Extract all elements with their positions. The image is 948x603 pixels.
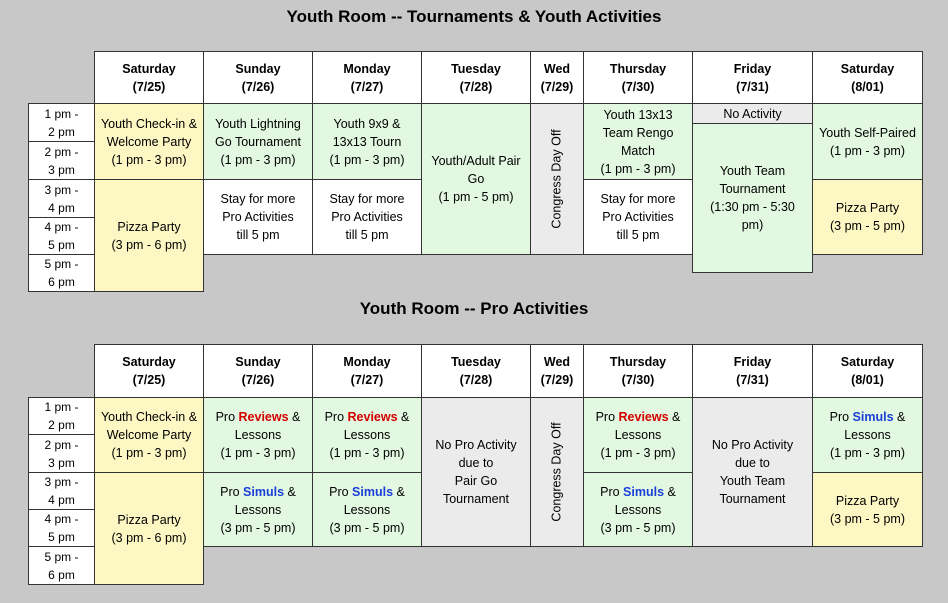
bottom-mon-simuls: Pro Simuls & Lessons (3 pm - 5 pm)	[312, 472, 422, 547]
top-time-5: 5 pm - 6 pm	[28, 254, 95, 292]
top-thu-stay: Stay for more Pro Activities till 5 pm	[583, 179, 693, 255]
top-mon-tourn: Youth 9x9 & 13x13 Tourn (1 pm - 3 pm)	[312, 103, 422, 180]
top-time-4: 4 pm - 5 pm	[28, 217, 95, 255]
top-header-tue: Tuesday (7/28)	[421, 51, 531, 104]
bottom-time-2: 2 pm - 3 pm	[28, 434, 95, 473]
bottom-title: Youth Room -- Pro Activities	[359, 299, 589, 318]
bottom-header-tue: Tuesday (7/28)	[421, 344, 531, 398]
bottom-sat1-checkin: Youth Check-in & Welcome Party (1 pm - 3 pm)	[94, 397, 204, 473]
bottom-sat2-simuls: Pro Simuls & Lessons (1 pm - 3 pm)	[812, 397, 923, 473]
top-header-wed: Wed (7/29)	[530, 51, 584, 104]
bottom-header-thu: Thursday (7/30)	[583, 344, 693, 398]
bottom-thu-reviews: Pro Reviews & Lessons (1 pm - 3 pm)	[583, 397, 693, 473]
bottom-sat1-pizza: Pizza Party (3 pm - 6 pm)	[94, 472, 204, 585]
top-header-sat2: Saturday (8/01)	[812, 51, 923, 104]
bottom-fri-no-pro: No Pro Activity due to Youth Team Tournament	[692, 397, 813, 547]
top-fri-no-activity: No Activity	[692, 103, 813, 124]
bottom-header-mon: Monday (7/27)	[312, 344, 422, 398]
bottom-sun-reviews: Pro Reviews & Lessons (1 pm - 3 pm)	[203, 397, 313, 473]
top-fri-team: Youth Team Tournament (1:30 pm - 5:30 pm)	[692, 123, 813, 273]
top-header-fri: Friday (7/31)	[692, 51, 813, 104]
bottom-time-4: 4 pm - 5 pm	[28, 509, 95, 547]
top-sat1-pizza: Pizza Party (3 pm - 6 pm)	[94, 179, 204, 292]
reviews-label: Reviews	[347, 410, 398, 424]
top-thu-rengo: Youth 13x13 Team Rengo Match (1 pm - 3 pm)	[583, 103, 693, 180]
bottom-mon-reviews: Pro Reviews & Lessons (1 pm - 3 pm)	[312, 397, 422, 473]
top-sun-lightning: Youth Lightning Go Tournament (1 pm - 3 pm)	[203, 103, 313, 180]
top-wed-off: Congress Day Off	[530, 103, 584, 255]
reviews-label: Reviews	[618, 410, 669, 424]
bottom-wed-off: Congress Day Off	[530, 397, 584, 547]
top-tue-pair-go: Youth/Adult Pair Go (1 pm - 5 pm)	[421, 103, 531, 255]
reviews-label: Reviews	[238, 410, 289, 424]
bottom-header-wed: Wed (7/29)	[530, 344, 584, 398]
bottom-sun-simuls: Pro Simuls & Lessons (3 pm - 5 pm)	[203, 472, 313, 547]
top-header-sun: Sunday (7/26)	[203, 51, 313, 104]
top-time-3: 3 pm - 4 pm	[28, 179, 95, 218]
top-sat2-self: Youth Self-Paired (1 pm - 3 pm)	[812, 103, 923, 180]
bottom-header-fri: Friday (7/31)	[692, 344, 813, 398]
top-sun-stay: Stay for more Pro Activities till 5 pm	[203, 179, 313, 255]
top-title: Youth Room -- Tournaments & Youth Activities	[286, 7, 662, 26]
bottom-thu-simuls: Pro Simuls & Lessons (3 pm - 5 pm)	[583, 472, 693, 547]
top-header-sat1: Saturday (7/25)	[94, 51, 204, 104]
top-time-2: 2 pm - 3 pm	[28, 141, 95, 180]
simuls-label: Simuls	[352, 484, 394, 499]
simuls-label: Simuls	[623, 484, 665, 499]
bottom-sat2-pizza: Pizza Party (3 pm - 5 pm)	[812, 472, 923, 547]
bottom-header-sun: Sunday (7/26)	[203, 344, 313, 398]
top-sat2-pizza: Pizza Party (3 pm - 5 pm)	[812, 179, 923, 255]
bottom-tue-no-pro: No Pro Activity due to Pair Go Tournament	[421, 397, 531, 547]
simuls-label: Simuls	[243, 484, 285, 499]
top-sat1-checkin: Youth Check-in & Welcome Party (1 pm - 3 pm)	[94, 103, 204, 180]
top-mon-stay: Stay for more Pro Activities till 5 pm	[312, 179, 422, 255]
bottom-time-5: 5 pm - 6 pm	[28, 546, 95, 585]
bottom-time-1: 1 pm - 2 pm	[28, 397, 95, 435]
top-header-thu: Thursday (7/30)	[583, 51, 693, 104]
simuls-label: Simuls	[852, 410, 894, 424]
bottom-header-sat1: Saturday (7/25)	[94, 344, 204, 398]
top-time-1: 1 pm - 2 pm	[28, 103, 95, 142]
top-header-mon: Monday (7/27)	[312, 51, 422, 104]
bottom-time-3: 3 pm - 4 pm	[28, 472, 95, 510]
bottom-header-sat2: Saturday (8/01)	[812, 344, 923, 398]
